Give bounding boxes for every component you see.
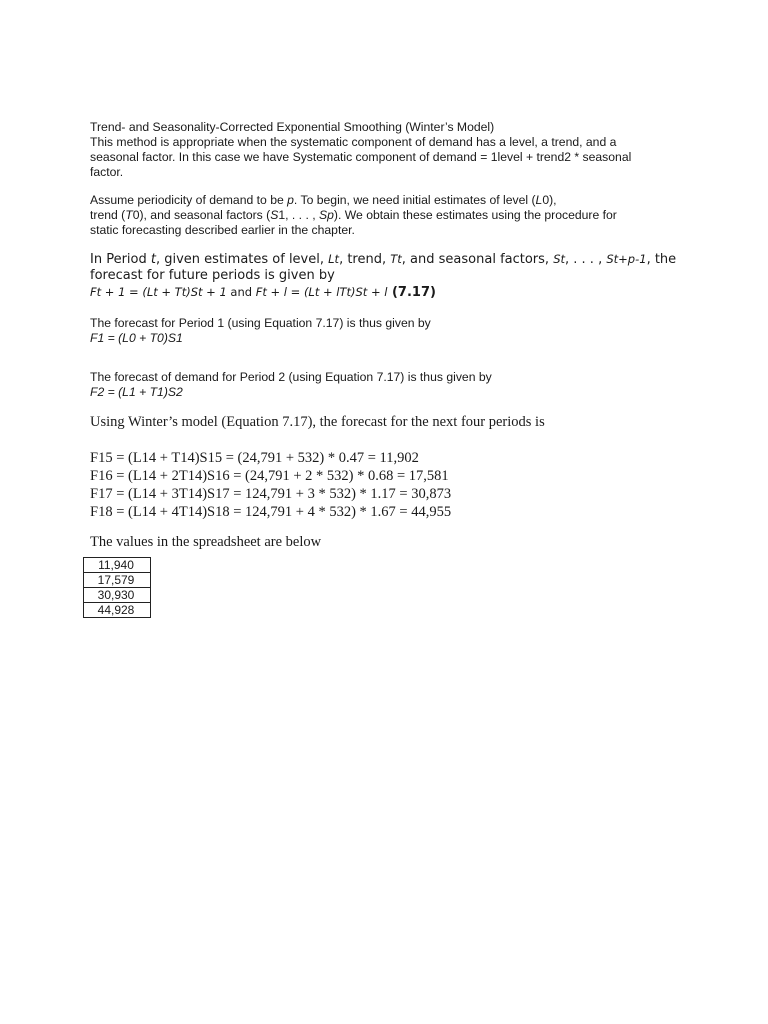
equation: Ft + 1 = (Lt + Tt)St + 1 and Ft + l = (Lt + lTt)St + l (7.17) [90,285,436,300]
paragraph-line: In Period t, given estimates of level, Lt, trend, Tt, and seasonal factors, St, . . . , St+p-1, the [90,252,677,267]
paragraph-line: forecast for future periods is given by [90,268,335,283]
equation: F16 = (L14 + 2T14)S16 = (24,791 + 2 * 532) * 0.68 = 17,581 [90,468,449,484]
table-cell: 17,579 [84,573,151,588]
paragraph-line: This method is appropriate when the systematic component of demand has a level, a trend, and a [90,135,617,149]
section-title: Trend- and Seasonality-Corrected Exponential Smoothing (Winter’s Model) [90,120,495,134]
equation: F2 = (L1 + T1)S2 [90,385,183,399]
table-row [84,603,151,618]
table-row [84,558,151,573]
paragraph-line: Using Winter’s model (Equation 7.17), the forecast for the next four periods is [90,414,545,430]
paragraph-line: The forecast for Period 1 (using Equation 7.17) is thus given by [90,316,431,330]
section-period-2 [90,370,690,400]
paragraph-line: static forecasting described earlier in the chapter. [90,223,355,237]
section-period-t [90,251,690,301]
paragraph-line: factor. [90,165,124,179]
equation: F15 = (L14 + T14)S15 = (24,791 + 532) * 0.47 = 11,902 [90,450,419,466]
values-table [83,557,151,618]
table-cell: 44,928 [84,603,151,618]
paragraph-line: Assume periodicity of demand to be p. To begin, we need initial estimates of level (L0), [90,193,557,207]
section-intro [90,120,690,180]
section-assumptions [90,193,690,238]
section-forecast [90,413,690,551]
table-row [84,588,151,603]
equation: F17 = (L14 + 3T14)S17 = 124,791 + 3 * 532) * 1.17 = 30,873 [90,486,452,502]
table-cell: 30,930 [84,588,151,603]
equation: F18 = (L14 + 4T14)S18 = 124,791 + 4 * 532) * 1.67 = 44,955 [90,504,452,520]
document-page [90,120,690,618]
table-cell: 11,940 [84,558,151,573]
section-period-1 [90,316,690,346]
equation: F1 = (L0 + T0)S1 [90,331,183,345]
paragraph-line: trend (T0), and seasonal factors (S1, . . . , Sp). We obtain these estimates using the procedure for [90,208,617,222]
table-row [84,573,151,588]
paragraph-line: The values in the spreadsheet are below [90,534,322,550]
paragraph-line: The forecast of demand for Period 2 (using Equation 7.17) is thus given by [90,370,492,384]
paragraph-line: seasonal factor. In this case we have Systematic component of demand = 1level + trend2 * seasonal [90,150,632,164]
